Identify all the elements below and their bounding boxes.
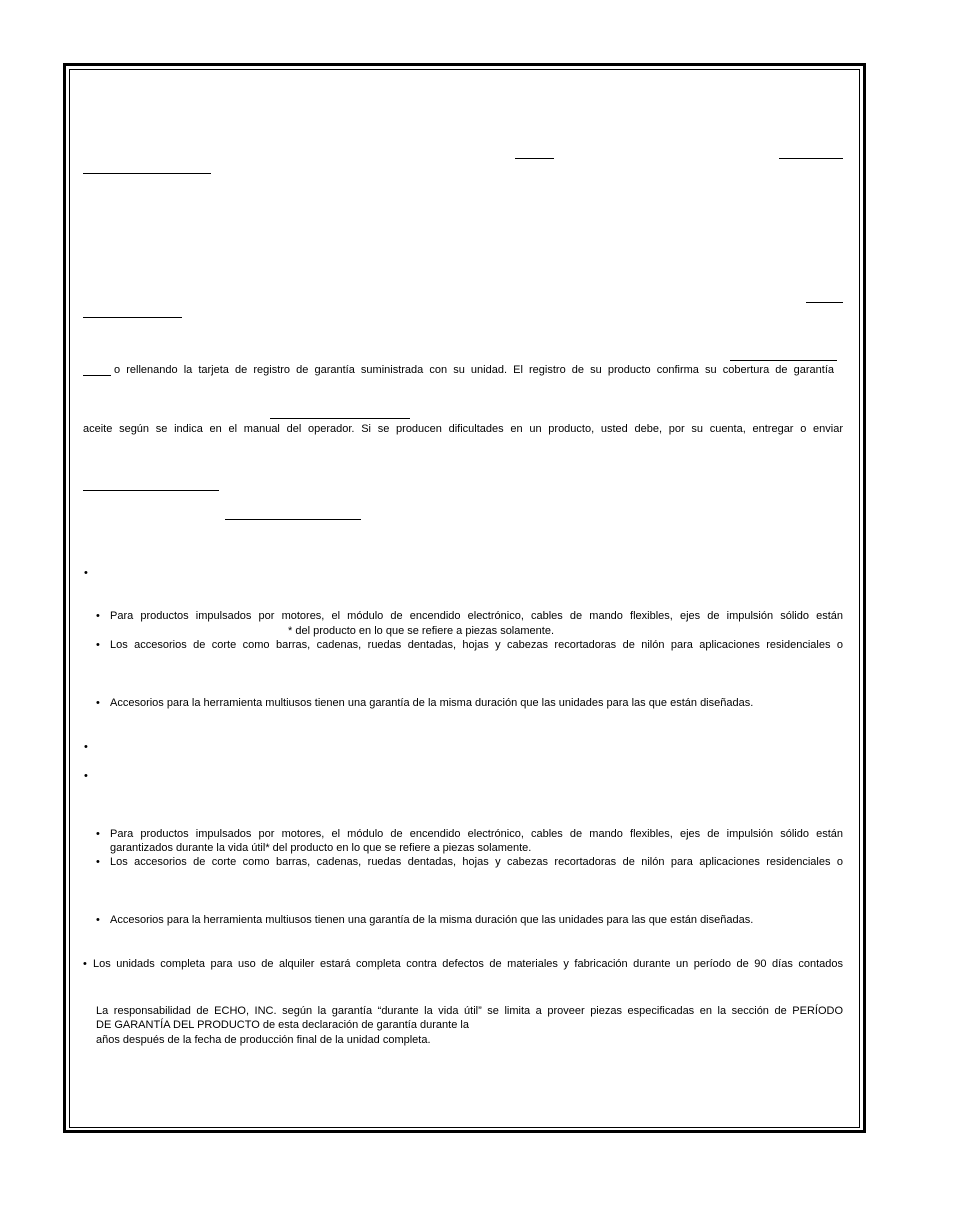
blank-rule [779,158,843,159]
section-bullet: • [84,741,88,753]
list-item-text: Accesorios para la herramienta multiusos tienen una garantía de la misma duración que las unidades para las que están diseñadas. [110,914,754,926]
list-item-text: Accesorios para la herramienta multiusos tienen una garantía de la misma duración que las unidades para las que están diseñadas. [110,697,754,709]
blank-rule [83,375,111,376]
registration-paragraph-line: o rellenando la tarjeta de registro de garantía suministrada con su unidad. El registro de su producto confirma su cobertura de garantía [114,364,834,376]
list-item-text: Para productos impulsados por motores, el módulo de encendido electrónico, cables de mando flexibles, ejes de impulsión sólido están [110,610,843,622]
list-item-text: Para productos impulsados por motores, el módulo de encendido electrónico, cables de mando flexibles, ejes de impulsión sólido están [110,828,843,840]
list-bullet: • [96,828,100,840]
list-bullet: • [96,697,100,709]
section-bullet: • [84,567,88,579]
list-item-text: Los accesorios de corte como barras, cadenas, ruedas dentadas, hojas y cabezas recortadoras de nilón para aplicaciones residenciales o [110,856,843,868]
blank-rule [83,317,182,318]
section-bullet: • [84,770,88,782]
blank-rule [806,302,843,303]
blank-rule [83,490,219,491]
rental-text: Los unidads completa para uso de alquiler estará completa contra defectos de materiales y fabricación durante un período de 90 días contados [93,958,843,970]
list-bullet: • [96,856,100,868]
list-item-text: garantizados durante la vida útil* del producto en lo que se refiere a piezas solamente. [110,842,532,854]
oil-paragraph-line: aceite según se indica en el manual del operador. Si se producen dificultades en un producto, usted debe, por su cuenta, entregar o enviar [83,423,843,435]
list-bullet: • [96,639,100,651]
section-bullet: • [83,958,87,970]
footnote-line: La responsabilidad de ECHO, INC. según la garantía “durante la vida útil” se limita a proveer piezas especificadas en la sección de PERÍODO [96,1005,843,1017]
blank-rule [515,158,554,159]
list-item-text: Los accesorios de corte como barras, cadenas, ruedas dentadas, hojas y cabezas recortadoras de nilón para aplicaciones residenciales o [110,639,843,651]
list-item-text: * del producto en lo que se refiere a piezas solamente. [288,625,554,637]
footnote-line: años después de la fecha de producción final de la unidad completa. [96,1034,431,1046]
blank-rule [730,360,837,361]
footnote-line: DE GARANTÍA DEL PRODUCTO de esta declaración de garantía durante la [96,1019,469,1031]
blank-rule [225,519,361,520]
blank-rule [83,173,211,174]
blank-rule [270,418,410,419]
list-bullet: • [96,610,100,622]
list-bullet: • [96,914,100,926]
